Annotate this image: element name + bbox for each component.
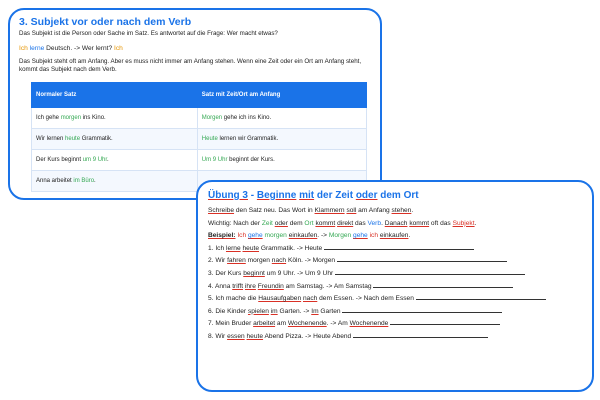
item-text: trifft: [232, 282, 244, 290]
exercise-card: [196, 180, 594, 392]
column-header: Satz mit Zeit/Ort am Anfang: [197, 82, 366, 107]
item-text: Garten. ->: [277, 307, 312, 315]
item-text: Abend Pizza. -> Heute Abend: [263, 332, 354, 340]
item-text: morgen: [245, 257, 272, 265]
item-text: Wochenende: [287, 320, 327, 328]
item-text: Wir: [215, 332, 228, 340]
item-text: heute: [246, 332, 264, 340]
item-text: Wir: [215, 257, 228, 265]
item-text: Mein Bruder: [215, 320, 254, 328]
answer-blank[interactable]: [353, 331, 488, 338]
table-cell: Um 9 Uhr beginnt der Kurs.: [197, 149, 366, 170]
table-cell: Ich gehe morgen ins Kino.: [32, 107, 198, 128]
table-header-row: [32, 82, 367, 107]
exercise-item: [208, 293, 582, 306]
table-cell: Anna arbeitet im Büro.: [32, 170, 198, 191]
table-cell: Der Kurs beginnt um 9 Uhr.: [32, 149, 198, 170]
answer-blank[interactable]: [390, 318, 500, 325]
item-text: arbeitet: [253, 320, 276, 328]
exercise-item: [208, 243, 582, 256]
item-number: 3.: [208, 269, 216, 277]
item-number: 1.: [208, 244, 216, 252]
intro-text: Das Subjekt ist die Person oder Sache im Satz. Es antwortet auf die Frage: Wer macht etwas?: [19, 30, 278, 37]
sentence-order-table: [31, 82, 367, 192]
hint-text: Wichtig: Nach der Zeit oder dem Ort kommt direkt das Verb. Danach kommt oft das Subjekt.: [208, 219, 477, 227]
section-title: 3. Subjekt vor oder nach dem Verb: [19, 16, 192, 28]
explanation-text: Das Subjekt steht oft am Anfang. Aber es muss nicht immer am Anfang stehen. Wenn eine Zeit oder ein Ort am Anfang steht, kommt das Subjekt nach dem Verb.: [19, 57, 362, 73]
item-text: am: [275, 320, 288, 328]
item-number: 6.: [208, 307, 216, 315]
answer-blank[interactable]: [337, 255, 507, 262]
item-number: 7.: [208, 320, 216, 328]
item-text: am Samstag. -> Am Samstag: [283, 282, 374, 290]
item-text: nach: [271, 257, 287, 265]
item-number: 8.: [208, 332, 216, 340]
item-text: beginnt: [243, 269, 265, 277]
example-rest: Deutsch. -> Wer lernt?: [44, 44, 115, 52]
item-text: ihre: [244, 282, 256, 290]
exercise-item: [208, 281, 582, 294]
instruction-text: Schreibe den Satz neu. Das Wort in Klammern soll am Anfang stehen.: [208, 207, 414, 214]
item-text: dem Essen. -> Nach dem Essen: [317, 295, 416, 303]
item-text: Hausaufgaben: [258, 295, 302, 303]
example-answer: Ich: [114, 44, 123, 52]
item-text: Wochenende: [349, 320, 389, 328]
exercise-item: [208, 331, 582, 344]
item-text: Grammatik. -> Heute: [259, 244, 325, 252]
table-cell: Wir lernen heute Grammatik.: [32, 128, 198, 149]
item-text: Garten: [318, 307, 343, 315]
item-text: Anna: [214, 282, 233, 290]
item-text: um 9 Uhr. -> Um 9 Uhr: [264, 269, 336, 277]
grammar-card: [8, 8, 382, 200]
example-subject: Ich: [19, 44, 28, 52]
item-text: essen: [227, 332, 245, 340]
item-text: lerne: [225, 244, 241, 252]
column-header: Normaler Satz: [32, 82, 198, 107]
item-text: nach: [302, 295, 318, 303]
item-number: 4.: [208, 282, 215, 290]
exercise-list: [208, 243, 582, 344]
item-text: Der Kurs: [215, 269, 244, 277]
table-cell: Heute lernen wir Grammatik.: [197, 128, 366, 149]
item-text: Freundin: [257, 282, 284, 290]
item-text: Ich: [215, 244, 226, 252]
answer-blank[interactable]: [335, 268, 525, 275]
item-text: heute: [242, 244, 260, 252]
table-row: [32, 107, 367, 128]
answer-blank[interactable]: [324, 243, 474, 250]
table-row: [32, 128, 367, 149]
example-sentence: [19, 44, 371, 53]
item-text: spielen: [247, 307, 269, 315]
example-line: Beispiel: Ich gehe morgen einkaufen. -> Morgen gehe ich einkaufen.: [208, 232, 411, 240]
item-number: 5.: [208, 295, 216, 303]
item-text: Köln. -> Morgen: [286, 257, 337, 265]
item-text: fahren: [227, 257, 246, 265]
table-row: [32, 149, 367, 170]
exercise-item: [208, 268, 582, 281]
item-number: 2.: [208, 257, 216, 265]
item-text: Im: [311, 307, 319, 315]
answer-blank[interactable]: [342, 306, 502, 313]
exercise-item: [208, 318, 582, 331]
answer-blank[interactable]: [373, 281, 513, 288]
item-text: . -> Am: [326, 320, 350, 328]
item-text: Ich mache die: [215, 295, 259, 303]
item-text: im: [270, 307, 278, 315]
item-text: Die Kinder: [215, 307, 248, 315]
table-cell: Morgen gehe ich ins Kino.: [197, 107, 366, 128]
exercise-title: Übung 3 - Beginne mit der Zeit oder dem Ort: [208, 190, 419, 201]
example-verb: lerne: [29, 44, 45, 52]
answer-blank[interactable]: [416, 293, 546, 300]
exercise-item: [208, 255, 582, 268]
exercise-item: [208, 306, 582, 319]
